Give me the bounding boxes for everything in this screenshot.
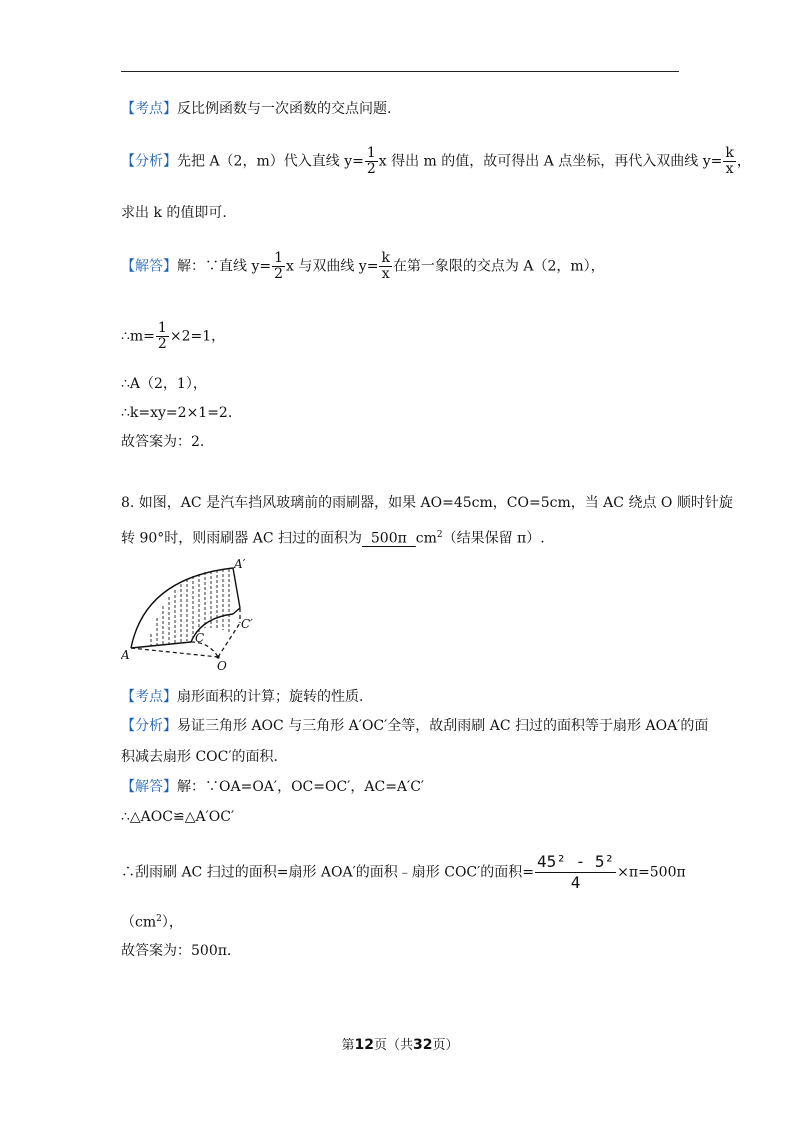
question-text-c: （结果保留 π）. bbox=[442, 530, 545, 547]
fenxi-text: 易证三角形 AOC 与三角形 A′OC′全等，故刮雨刷 AC 扫过的面积等于扇形 AOA′的面 bbox=[177, 718, 709, 734]
kaodian-tag: 【考点】 bbox=[121, 689, 177, 705]
step-a-line: ∴A（2，1）， bbox=[121, 376, 207, 392]
unit-text-b: ）， bbox=[161, 914, 183, 931]
question-unit: cm bbox=[415, 530, 437, 547]
fraction-half bbox=[272, 251, 285, 282]
fraction-den: 2 bbox=[274, 266, 284, 282]
fraction-num: 1 bbox=[157, 320, 167, 336]
fraction-num: 1 bbox=[274, 250, 284, 266]
fenxi-text-a: 先把 A（2，m）代入直线 y= bbox=[177, 153, 364, 170]
unit-line bbox=[121, 909, 183, 933]
kaodian-text: 反比例函数与一次函数的交点问题. bbox=[177, 101, 392, 117]
page-total: 32 bbox=[413, 1037, 433, 1053]
step-k-line: ∴k=xy=2×1=2. bbox=[121, 405, 233, 421]
label-a: A bbox=[121, 648, 130, 662]
fenxi-line-2: 求出 k 的值即可. bbox=[121, 205, 227, 221]
page-number: 12 bbox=[354, 1037, 374, 1053]
area-text-b: ×π=500π bbox=[617, 864, 686, 881]
jieda-line-1 bbox=[121, 251, 605, 282]
question-8-line-1: 8. 如图，AC 是汽车挡风玻璃前的雨刷器，如果 AO=45cm，CO=5cm，当 AC 绕点 O 顺时针旋 bbox=[121, 495, 733, 511]
footer-text-b: 页（共 bbox=[373, 1038, 413, 1053]
fraction-num: 45² - 5² bbox=[537, 852, 615, 871]
fraction-k-over-x bbox=[379, 251, 391, 282]
fraction-den: x bbox=[725, 161, 734, 177]
step-m-text-a: ∴m= bbox=[121, 328, 155, 345]
step-m-line bbox=[121, 321, 225, 352]
congruence-line: ∴△AOC≌△A′OC′ bbox=[121, 809, 235, 825]
label-c-prime: C′ bbox=[241, 617, 253, 631]
jieda-text: 解：∵OA=OA′，OC=OC′，AC=A′C′ bbox=[177, 779, 425, 795]
wiper-figure bbox=[121, 556, 256, 674]
fenxi-line-3 bbox=[121, 716, 708, 736]
kaodian-line-2 bbox=[121, 687, 363, 707]
kaodian-text: 扇形面积的计算；旋转的性质. bbox=[177, 689, 364, 705]
fraction-den: 2 bbox=[366, 161, 376, 177]
label-a-prime: A′ bbox=[234, 557, 246, 571]
fenxi-line-1 bbox=[121, 146, 751, 177]
jieda-line-2 bbox=[121, 777, 424, 797]
label-o: O bbox=[217, 659, 227, 673]
question-answer-blank: 500π bbox=[362, 530, 416, 547]
fenxi-line-4: 积减去扇形 COC′的面积. bbox=[121, 749, 278, 765]
unit-sup: 2 bbox=[156, 914, 162, 924]
wiper-diagram bbox=[121, 556, 256, 674]
fenxi-tag: 【分析】 bbox=[121, 153, 177, 170]
label-c: C bbox=[195, 631, 205, 645]
answer-line-2: 故答案为：500π. bbox=[121, 943, 232, 959]
fraction-k-over-x bbox=[723, 146, 735, 177]
jieda-text-c: 在第一象限的交点为 A（2，m）， bbox=[392, 258, 605, 275]
kaodian-line-1 bbox=[121, 99, 391, 119]
footer-text-c: 页） bbox=[432, 1038, 459, 1053]
jieda-text-a: 解：∵直线 y= bbox=[177, 258, 272, 275]
answer-line-1: 故答案为：2. bbox=[121, 434, 205, 450]
fraction-num: k bbox=[381, 250, 390, 266]
jieda-tag: 【解答】 bbox=[121, 258, 177, 275]
fenxi-text-c: ， bbox=[736, 153, 751, 170]
question-text-a: 转 90°时，则雨刷器 AC 扫过的面积为 bbox=[121, 530, 362, 547]
kaodian-tag: 【考点】 bbox=[121, 101, 177, 117]
fraction-half bbox=[365, 146, 378, 177]
jieda-text-b: x 与双曲线 y= bbox=[286, 258, 379, 275]
fraction-num: 1 bbox=[366, 145, 376, 161]
fraction-den: x bbox=[381, 266, 390, 282]
fraction-num: k bbox=[725, 145, 734, 161]
step-m-text-b: ×2=1， bbox=[169, 328, 226, 345]
fenxi-text-b: x 得出 m 的值，故可得出 A 点坐标，再代入双曲线 y= bbox=[378, 153, 723, 170]
fraction-half bbox=[156, 321, 169, 352]
fraction-den: 2 bbox=[157, 336, 167, 352]
header-rule bbox=[121, 71, 679, 72]
unit-text-a: （cm bbox=[121, 914, 157, 931]
fraction-den: 4 bbox=[570, 873, 581, 892]
question-8-line-2 bbox=[121, 525, 545, 549]
page-footer bbox=[0, 1034, 800, 1053]
jieda-tag: 【解答】 bbox=[121, 779, 177, 795]
area-text-a: ∴刮雨刷 AC 扫过的面积=扇形 AOA′的面积﹣扇形 COC′的面积= bbox=[121, 864, 535, 881]
question-unit-sup: 2 bbox=[436, 530, 443, 540]
fraction-area bbox=[535, 852, 616, 893]
area-line bbox=[121, 852, 686, 893]
fenxi-tag: 【分析】 bbox=[121, 718, 177, 734]
footer-text-a: 第 bbox=[341, 1038, 355, 1053]
